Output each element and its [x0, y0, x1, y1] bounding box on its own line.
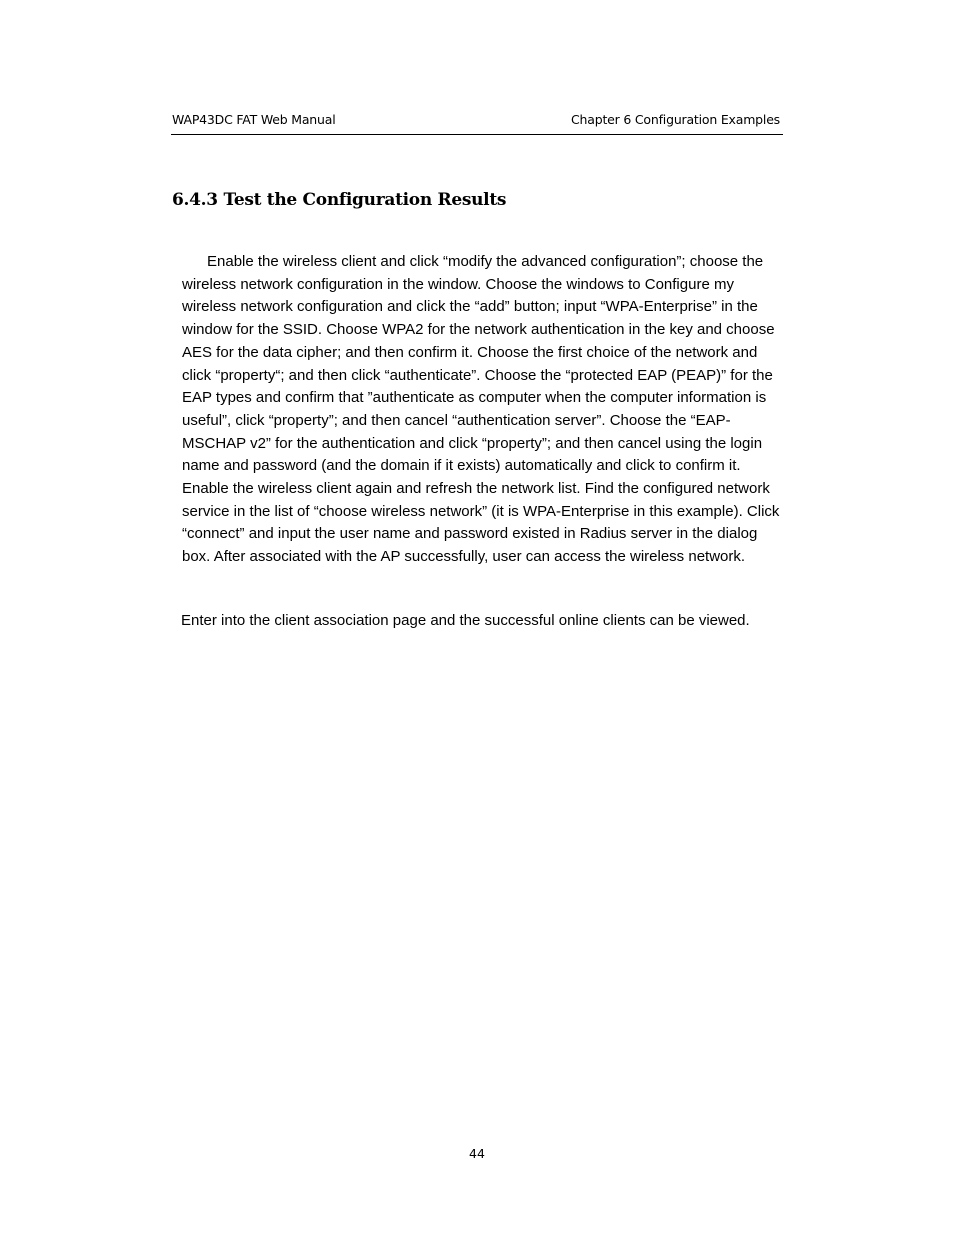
- chapter-title: Chapter 6 Configuration Examples: [571, 112, 780, 127]
- manual-title: WAP43DC FAT Web Manual: [172, 112, 336, 127]
- body-paragraph-instructions: Enable the wireless client and click “modify the advanced configuration”; choose the wireless network configuration in the window. Choose the windows to Configure my wireless network configuration and click the “add” button; input “WPA-Enterprise” in the window for the SSID. Choose WPA2 for the network authentication in the key and choose AES for the data cipher; and then confirm it. Choose the first choice of the network and click “property“; and then click “authenticate”. Choose the “protected EAP (PEAP)” for the EAP types and confirm that ”authenticate as computer when the computer information is useful”, click “property”; and then cancel “authentication server”. Choose the “EAP-MSCHAP v2” for the authentication and click “property”; and then cancel using the login name and password (and the domain if it exists) automatically and click to confirm it. Enable the wireless client again and refresh the network list. Find the configured network service in the list of “choose wireless network” (it is WPA-Enterprise in this example). Click “connect” and input the user name and password existed in Radius server in the dialog box. After associated with the AP successfully, user can access the wireless network.: [182, 253, 780, 566]
- page-header: [171, 110, 783, 135]
- page-number: 44: [469, 1146, 485, 1161]
- body-paragraph-client-association: Enter into the client association page and the successful online clients can be viewed.: [181, 612, 750, 629]
- section-heading: 6.4.3 Test the Configuration Results: [172, 190, 507, 210]
